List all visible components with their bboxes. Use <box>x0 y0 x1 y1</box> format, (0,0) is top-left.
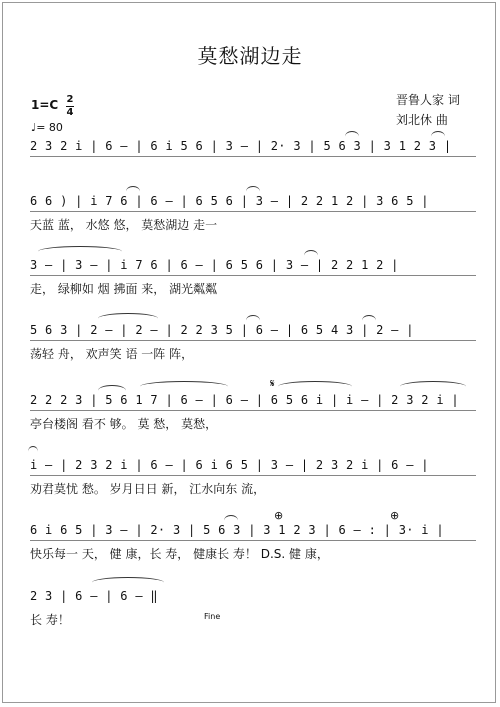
slur-mark <box>362 315 376 326</box>
score-system-5 <box>0 377 500 453</box>
slur-mark <box>246 186 260 197</box>
notation-line: 2 3 2 i | 6 – | 6 i 5 6 | 3 – | 2· 3 | 5 6 3 | 3 1 2 3 | <box>30 139 452 153</box>
beam-line <box>30 340 476 342</box>
slur-mark <box>28 446 38 457</box>
lyrics-line: 快乐每一 天， 健 康，长 寿， 健康长 寿！ D.S. 健 康， <box>30 547 329 561</box>
time-signature-bottom: 4 <box>66 107 74 118</box>
notation-line: i – | 2 3 2 i | 6 – | 6 i 6 5 | 3 – | 2 3 2 i | 6 – | <box>30 458 429 472</box>
slur-mark <box>246 315 260 326</box>
coda-icon: ⊕ <box>390 509 400 522</box>
lyrics-line: 劝君莫忧 愁。 岁月日日 新， 江水向东 流， <box>30 482 266 496</box>
key-signature: 1=C <box>31 98 59 112</box>
notation-line: 2 2 2 3 | 5 6 1 7 | 6 – | 6 – | 6 5 6 i | i – | 2 3 2 i | <box>30 393 459 407</box>
beam-line <box>30 475 476 477</box>
slur-mark <box>304 250 318 261</box>
beam-line <box>30 156 476 158</box>
lyricist-credit: 晋鲁人家 词 <box>396 93 460 107</box>
composer-credit: 刘北休 曲 <box>396 113 448 127</box>
beam-line <box>30 211 476 213</box>
score-system-8 <box>0 589 500 649</box>
coda-icon: ⊕ <box>274 509 284 522</box>
score-system-4 <box>0 323 500 383</box>
notation-line: 5 6 3 | 2 – | 2 – | 2 2 3 5 | 6 – | 6 5 4 3 | 2 – | <box>30 323 414 337</box>
slur-mark <box>126 186 140 197</box>
slur-mark <box>278 381 352 392</box>
score-system-2 <box>0 194 500 254</box>
fine-mark: Fine <box>204 612 221 621</box>
notation-line: 3 – | 3 – | i 7 6 | 6 – | 6 5 6 | 3 – | 2 2 1 2 | <box>30 258 399 272</box>
slur-mark <box>92 577 164 588</box>
lyrics-line: 走， 绿柳如 烟 拂面 来， 湖光粼粼 <box>30 282 218 296</box>
tempo-mark: ♩= 80 <box>31 121 63 134</box>
score-system-7 <box>0 509 500 583</box>
slur-mark <box>140 381 228 392</box>
score-system-6 <box>0 458 500 518</box>
score-system-3 <box>0 258 500 318</box>
beam-line <box>30 540 476 542</box>
slur-mark <box>98 385 126 396</box>
beam-line <box>30 275 476 277</box>
slur-mark <box>224 515 238 526</box>
slur-mark <box>345 131 359 142</box>
segno-icon: 𝄋 <box>270 377 275 390</box>
lyrics-line: 天蓝 蓝， 水悠 悠， 莫愁湖边 走一 <box>30 218 218 232</box>
slur-mark <box>98 313 158 324</box>
time-signature-top: 2 <box>66 94 74 105</box>
notation-line: 2 3 | 6 – | 6 – ‖ <box>30 589 158 603</box>
slur-mark <box>431 131 445 142</box>
slur-mark <box>400 381 466 392</box>
lyrics-line: 长 寿！ <box>30 613 70 627</box>
lyrics-line: 亭台楼阁 看不 够。 莫 愁， 莫愁， <box>30 417 218 431</box>
notation-line: 6 6 ) | i 7 6 | 6 – | 6 5 6 | 3 – | 2 2 1 2 | 3 6 5 | <box>30 194 429 208</box>
lyrics-line <box>30 161 476 179</box>
song-title: 莫愁湖边走 <box>197 44 303 68</box>
time-signature <box>66 95 74 118</box>
slur-mark <box>38 246 122 257</box>
notation-line: 6 i 6 5 | 3 – | 2· 3 | 5 6 3 | 3 1 2 3 | 6 – : | 3· i | <box>30 523 444 537</box>
lyrics-line: 荡轻 舟， 欢声笑 语 一阵 阵， <box>30 347 194 361</box>
beam-line <box>30 410 476 412</box>
